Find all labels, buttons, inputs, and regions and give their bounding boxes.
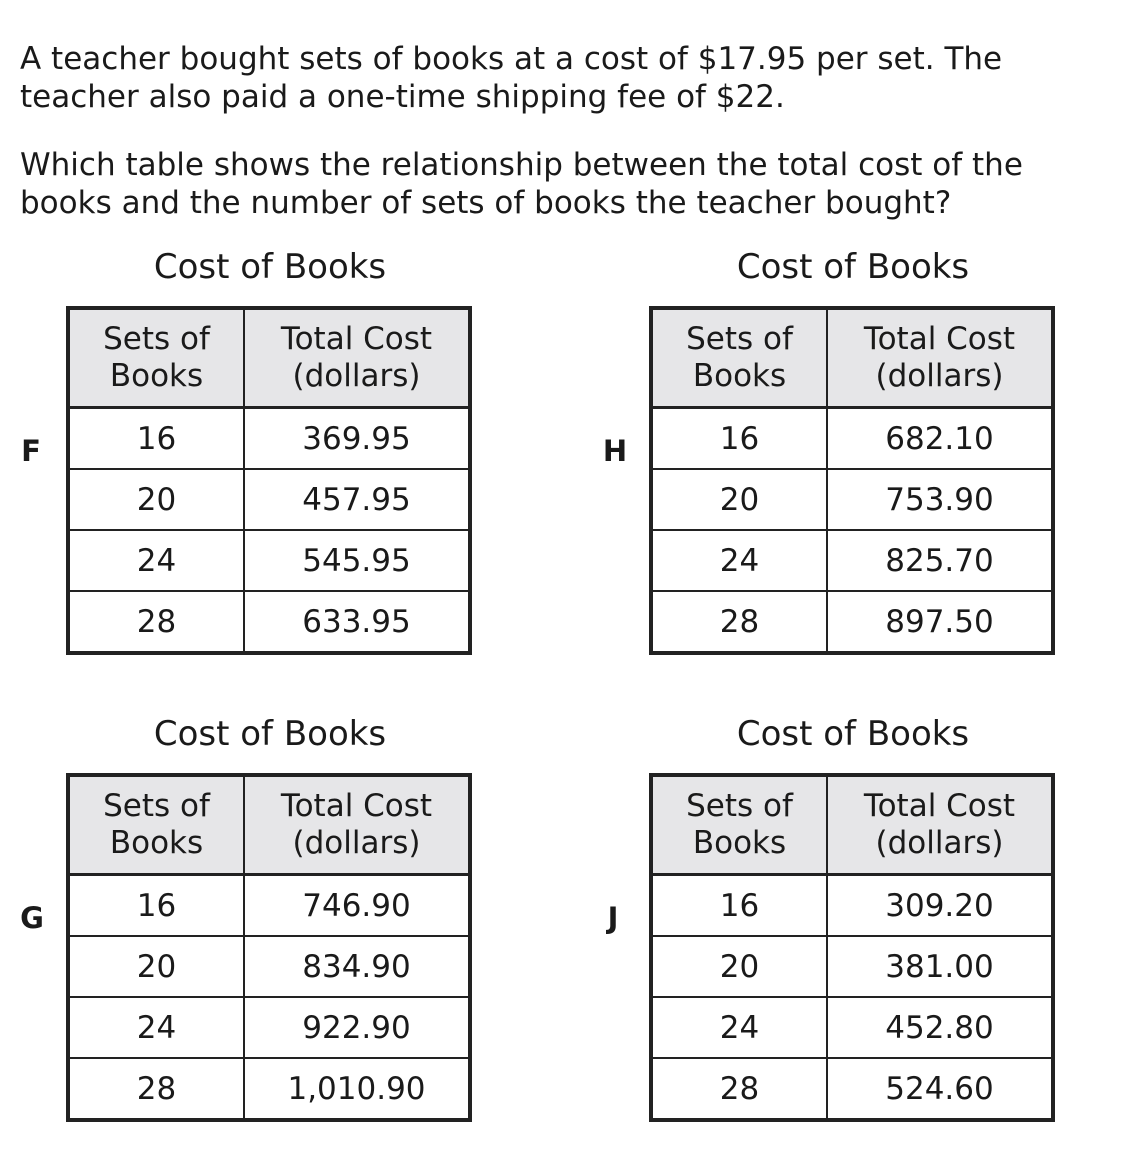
cost-cell: 834.90	[244, 936, 470, 997]
table-row	[68, 408, 470, 470]
total-cost-header: Total Cost (dollars)	[244, 775, 470, 875]
option-h-title: Cost of Books	[736, 247, 970, 287]
cost-cell: 753.90	[827, 469, 1053, 530]
table-header-row	[68, 775, 470, 875]
table-row	[68, 936, 470, 997]
cost-cell: 369.95	[244, 408, 470, 470]
table-row	[68, 875, 470, 937]
option-f-title: Cost of Books	[153, 247, 387, 287]
cost-cell: 897.50	[827, 591, 1053, 653]
table-row	[68, 591, 470, 653]
sets-cell: 16	[68, 875, 244, 937]
sets-cell: 24	[651, 530, 827, 591]
option-f-letter: F	[21, 434, 41, 468]
table-row	[68, 997, 470, 1058]
cost-cell: 524.60	[827, 1058, 1053, 1120]
total-cost-header: Total Cost (dollars)	[244, 308, 470, 408]
table-row	[651, 530, 1053, 591]
cost-cell: 825.70	[827, 530, 1053, 591]
cost-cell: 633.95	[244, 591, 470, 653]
cost-cell: 309.20	[827, 875, 1053, 937]
table-row	[68, 469, 470, 530]
sets-cell: 20	[651, 936, 827, 997]
table-row	[651, 875, 1053, 937]
sets-cell: 16	[651, 875, 827, 937]
cost-cell: 457.95	[244, 469, 470, 530]
cost-cell: 1,010.90	[244, 1058, 470, 1120]
sets-cell: 16	[68, 408, 244, 470]
sets-cell: 24	[651, 997, 827, 1058]
option-j-letter: J	[607, 901, 619, 935]
table-header-row	[651, 775, 1053, 875]
option-j-title: Cost of Books	[736, 714, 970, 754]
option-g-title: Cost of Books	[153, 714, 387, 754]
cost-cell: 922.90	[244, 997, 470, 1058]
option-j-table	[649, 773, 1055, 1122]
sets-cell: 28	[68, 591, 244, 653]
table-header-row	[651, 308, 1053, 408]
sets-cell: 28	[651, 1058, 827, 1120]
cost-cell: 452.80	[827, 997, 1053, 1058]
sets-cell: 24	[68, 997, 244, 1058]
table-row	[651, 997, 1053, 1058]
sets-cell: 20	[68, 936, 244, 997]
sets-cell: 24	[68, 530, 244, 591]
table-row	[651, 936, 1053, 997]
option-f-table	[66, 306, 472, 655]
sets-cell: 20	[68, 469, 244, 530]
sets-header: Sets of Books	[651, 308, 827, 408]
table-row	[651, 408, 1053, 470]
table-row	[651, 591, 1053, 653]
question-prompt-text: Which table shows the relationship between the total cost of the books and the number of sets of books the teacher bought?	[20, 147, 1023, 221]
option-h-table	[649, 306, 1055, 655]
question-setup-text: A teacher bought sets of books at a cost of $17.95 per set. The teacher also paid a one-time shipping fee of $22.	[20, 41, 1003, 115]
table-row	[651, 469, 1053, 530]
option-h-letter: H	[602, 434, 628, 468]
sets-cell: 28	[651, 591, 827, 653]
table-row	[651, 1058, 1053, 1120]
sets-cell: 28	[68, 1058, 244, 1120]
cost-cell: 746.90	[244, 875, 470, 937]
total-cost-header: Total Cost (dollars)	[827, 308, 1053, 408]
table-row	[68, 1058, 470, 1120]
option-g-table	[66, 773, 472, 1122]
option-g-letter: G	[20, 901, 44, 935]
table-row	[68, 530, 470, 591]
cost-cell: 682.10	[827, 408, 1053, 470]
sets-header: Sets of Books	[68, 775, 244, 875]
cost-cell: 545.95	[244, 530, 470, 591]
total-cost-header: Total Cost (dollars)	[827, 775, 1053, 875]
sets-header: Sets of Books	[68, 308, 244, 408]
sets-header: Sets of Books	[651, 775, 827, 875]
sets-cell: 16	[651, 408, 827, 470]
cost-cell: 381.00	[827, 936, 1053, 997]
sets-cell: 20	[651, 469, 827, 530]
table-header-row	[68, 308, 470, 408]
